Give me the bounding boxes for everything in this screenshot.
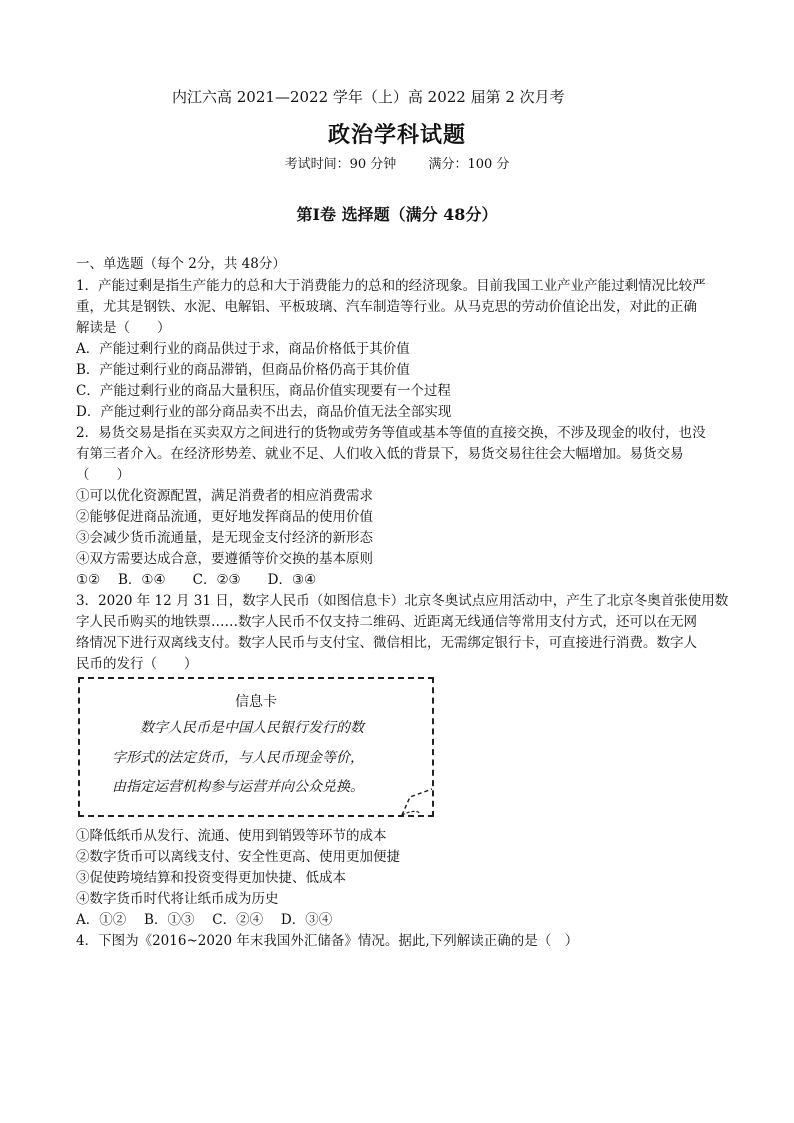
- q1-stem-line: 1．产能过剩是指生产能力的总和大于消费能力的总和的经济现象。目前我国工业产业产能过剩情况比较严: [76, 278, 706, 294]
- info-card-line: 字形式的法定货币，与人民币现金等价，: [112, 750, 364, 766]
- q1-stem-line: 重，尤其是钢铁、水泥、电解铝、平板玻璃、汽车制造等行业。从马克思的劳动价值论出发，对此的正确: [76, 299, 697, 315]
- q3-statement: ③促使跨境结算和投资变得更加快捷、低成本: [76, 870, 346, 886]
- q2-stem-line: （ ）: [76, 467, 130, 483]
- q3-statement: ①降低纸币从发行、流通、使用到销毁等环节的成本: [76, 828, 387, 844]
- q3-statement: ②数字货币可以离线支付、安全性更高、使用更加便捷: [76, 849, 400, 865]
- q4-stem: 4．下图为《2016~2020 年末我国外汇储备》情况。据此,下列解读正确的是（ ）: [76, 933, 579, 949]
- q1-option-d: D．产能过剩行业的部分商品卖不出去，商品价值无法全部实现: [76, 404, 452, 420]
- q3-stem-line: 络情况下进行双离线支付。数字人民币与支付宝、微信相比，无需绑定银行卡，可直接进行消费。数字人: [76, 635, 697, 651]
- q2-stem-line: 有第三者介入。在经济形势差、就业不足、人们收入低的背景下，易货交易往往会大幅增加。易货交易: [76, 446, 684, 462]
- info-card-line: 由指定运营机构参与运营并向公众兑换。: [112, 779, 364, 795]
- part-heading: 一、单选题（每个 2分，共 48分）: [76, 256, 286, 272]
- q2-statement: ③会减少货币流通量，是无现金支付经济的新形态: [76, 530, 373, 546]
- exam-header: 内江六高 2021—2022 学年（上）高 2022 届第 2 次月考: [172, 88, 565, 106]
- q3-statement: ④数字货币时代将让纸币成为历史: [76, 891, 279, 907]
- info-card-line: 数字人民币是中国人民银行发行的数: [140, 720, 364, 736]
- q1-option-b: B．产能过剩行业的商品滞销，但商品价格仍高于其价值: [76, 362, 410, 378]
- info-card-title: 信息卡: [235, 694, 277, 710]
- q3-stem-line: 3．2020 年 12 月 31 日，数字人民币（如图信息卡）北京冬奥试点应用活动中，产生了北京冬奥首张使用数: [76, 593, 729, 609]
- q2-statement: ④双方需要达成合意，要遵循等价交换的基本原则: [76, 551, 373, 567]
- q1-stem-line: 解读是（ ）: [76, 320, 171, 336]
- exam-time: 考试时间：90 分钟: [284, 157, 397, 172]
- q1-option-c: C．产能过剩行业的商品大量积压，商品价值实现要有一个过程: [76, 383, 451, 399]
- exam-score: 满分：100 分: [428, 157, 510, 172]
- q3-choices: A．①② B．①③ C．②④ D．③④: [76, 912, 333, 928]
- q1-option-a: A．产能过剩行业的商品供过于求，商品价格低于其价值: [76, 341, 410, 357]
- exam-meta: [0, 153, 794, 172]
- exam-title: 政治学科试题: [327, 122, 466, 148]
- q2-statement: ①可以优化资源配置，满足消费者的相应消费需求: [76, 488, 373, 504]
- info-card: [78, 677, 434, 817]
- section-title: 第Ⅰ卷 选择题（满分 48分）: [296, 205, 498, 224]
- q2-stem-line: 2．易货交易是指在买卖双方之间进行的货物或劳务等值或基本等值的直接交换，不涉及现金的收付，也没: [76, 425, 706, 441]
- q2-choices: ①② B．①④ C．②③ D．③④: [76, 572, 317, 588]
- q3-stem-line: 字人民币购买的地铁票……数字人民币不仅支持二维码、近距离无线通信等常用支付方式，还可以在无网: [76, 614, 697, 630]
- page-curl-icon: [400, 787, 434, 817]
- q2-statement: ②能够促进商品流通，更好地发挥商品的使用价值: [76, 509, 373, 525]
- q3-stem-line: 民币的发行（ ）: [76, 656, 198, 672]
